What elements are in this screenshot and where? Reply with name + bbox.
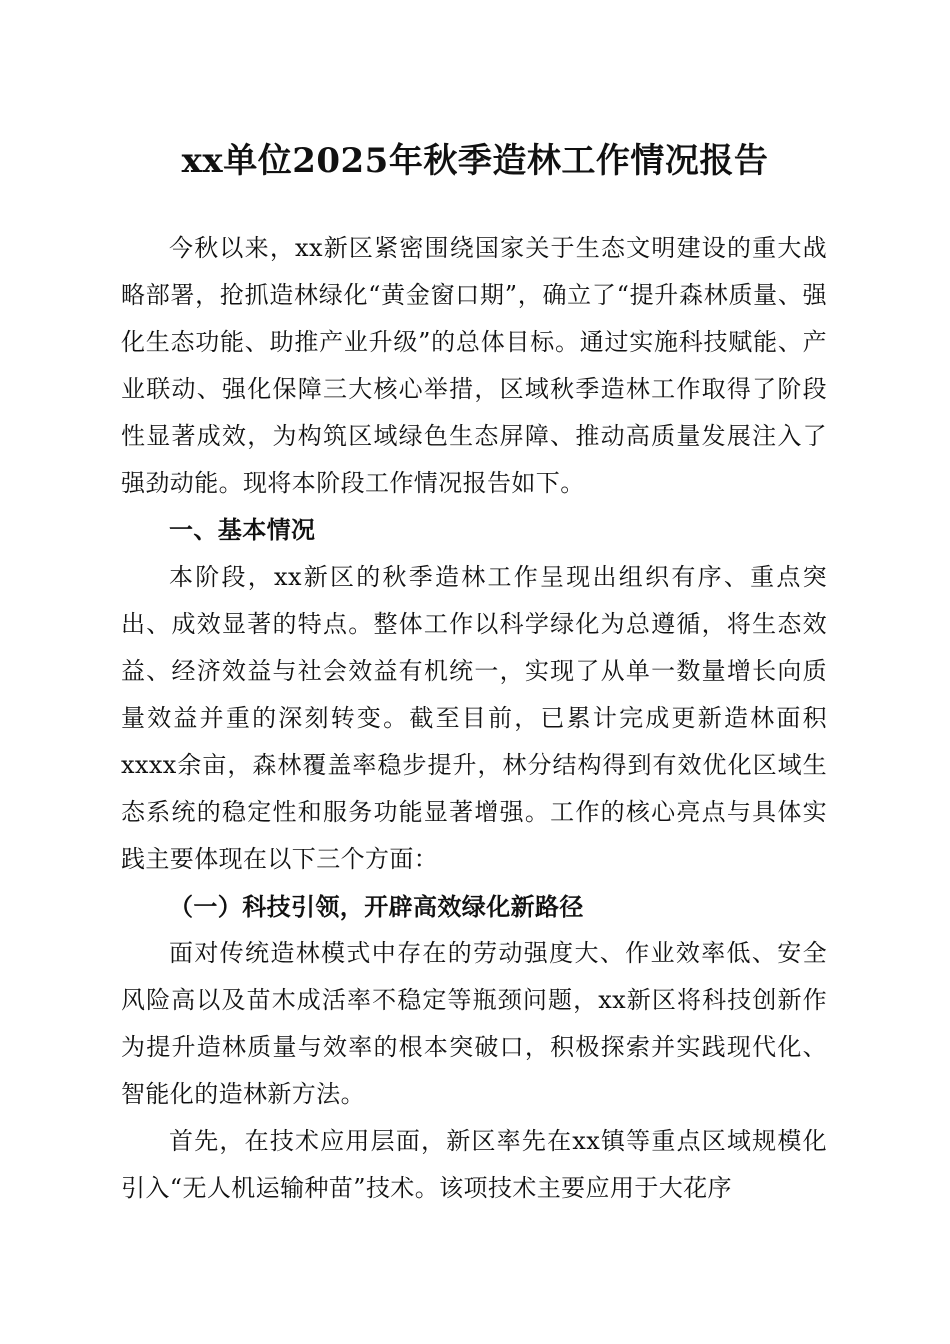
subsection-heading-tech-lead: （一）科技引领，开辟高效绿化新路径 bbox=[169, 892, 584, 921]
document-title: xx单位2025年秋季造林工作情况报告 bbox=[181, 141, 769, 181]
intro-paragraph: 今秋以来，xx新区紧密围绕国家关于生态文明建设的重大战略部署，抢抓造林绿化“黄金窗口期”，确立了“提升森林质量、强化生态功能、助推产业升级”的总体目标。通过实施科技赋能、产业联动、强化保障三大核心举措，区域秋季造林工作取得了阶段性显著成效，为构筑区域绿色生态屏障、推动高质量发展注入了强劲动能。现将本阶段工作情况报告如下。 bbox=[121, 234, 827, 497]
subsection-paragraph-1: 面对传统造林模式中存在的劳动强度大、作业效率低、安全风险高以及苗木成活率不稳定等瓶颈问题，xx新区将科技创新作为提升造林质量与效率的根本突破口，积极探索并实践现代化、智能化的造林新方法。 bbox=[121, 939, 827, 1108]
subsection-paragraph-2: 首先，在技术应用层面，新区率先在xx镇等重点区域规模化引入“无人机运输种苗”技术。该项技术主要应用于大花序 bbox=[121, 1127, 827, 1202]
section-heading-basic-situation: 一、基本情况 bbox=[169, 516, 316, 544]
document-body bbox=[121, 225, 827, 1212]
section-paragraph-basic-situation: 本阶段，xx新区的秋季造林工作呈现出组织有序、重点突出、成效显著的特点。整体工作以科学绿化为总遵循，将生态效益、经济效益与社会效益有机统一，实现了从单一数量增长向质量效益并重的深刻转变。截至目前，已累计完成更新造林面积xxxx余亩，森林覆盖率稳步提升，林分结构得到有效优化区域生态系统的稳定性和服务功能显著增强。工作的核心亮点与具体实践主要体现在以下三个方面： bbox=[121, 563, 827, 873]
